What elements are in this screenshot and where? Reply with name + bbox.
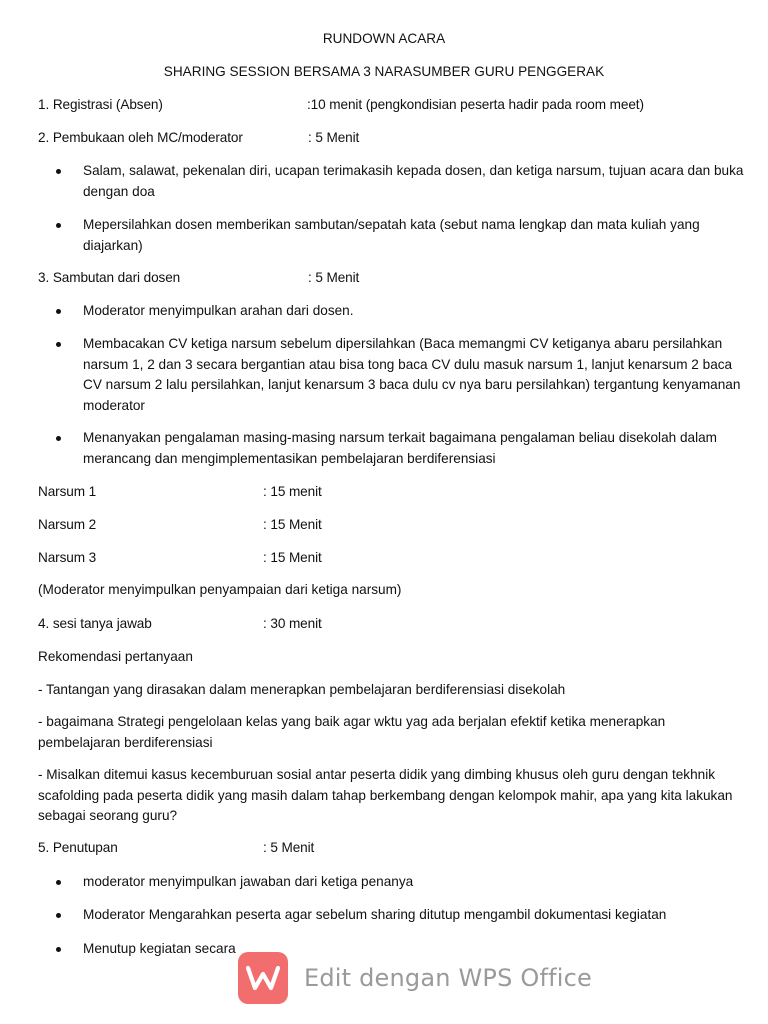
moderator-note: (Moderator menyimpulkan penyampaian dari ketiga narsum) — [38, 582, 402, 597]
list-item: Menutup kegiatan secara — [56, 939, 746, 960]
agenda-duration: : 15 menit — [263, 484, 322, 499]
bullet-icon — [56, 169, 61, 174]
list-item: moderator menyimpulkan jawaban dari ketiga penanya — [56, 872, 746, 893]
question-item: - Tantangan yang dirasakan dalam menerapkan pembelajaran berdiferensiasi disekolah — [38, 682, 566, 697]
wps-logo-icon — [238, 952, 288, 1004]
question-item: - Misalkan ditemui kasus kecemburuan sosial antar peserta didik yang dimbing khusus oleh guru dengan tekhnik scafolding pada peserta didik yang masih dalam tahap berkembang dengan kelompok mahir, apa yang kita lakukan sebagai seorang guru? — [38, 767, 733, 823]
agenda-label: 2. Pembukaan oleh MC/moderator — [38, 130, 243, 145]
bullet-icon — [56, 913, 61, 918]
agenda-duration: : 15 Menit — [263, 550, 322, 565]
bullet-icon — [56, 342, 61, 347]
bullet-icon — [56, 880, 61, 885]
document-title: RUNDOWN ACARA — [322, 31, 446, 46]
list-item: Salam, salawat, pekenalan diri, ucapan terimakasih kepada dosen, dan ketiga narsum, tujuan acara dan buka dengan doa — [56, 161, 746, 202]
question-item: - bagaimana Strategi pengelolaan kelas yang baik agar wktu yag ada berjalan efektif ketika menerapkan pembelajaran berdiferensiasi — [38, 714, 666, 750]
agenda-duration: : 5 Menit — [308, 130, 360, 145]
wps-label: Edit dengan WPS Office — [304, 963, 592, 992]
document-subtitle: SHARING SESSION BERSAMA 3 NARASUMBER GURU PENGGERAK — [163, 64, 605, 79]
bullet-icon — [56, 223, 61, 228]
list-item: Membacakan CV ketiga narsum sebelum dipersilahkan (Baca memangmi CV ketiganya abaru persilahkan narsum 1, 2 dan 3 secara bergantian atau bisa tong baca CV dulu masuk narsum 1, lanjut kenarsum 2 baca CV narsum 2 lalu persilahkan, lanjut kenarsum 3 baca dulu cv nya baru persilahkan) tergantung kenyamanan moderator — [56, 334, 746, 416]
bullet-icon — [56, 947, 61, 952]
agenda-label: 1. Registrasi (Absen) — [38, 97, 163, 112]
bullet-icon — [56, 309, 61, 314]
agenda-duration: :10 menit (pengkondisian peserta hadir pada room meet) — [307, 97, 644, 112]
agenda-label: 3. Sambutan dari dosen — [38, 270, 181, 285]
agenda-duration: : 30 menit — [263, 616, 322, 631]
list-item: Moderator menyimpulkan arahan dari dosen. — [56, 301, 746, 322]
agenda-label: Narsum 2 — [38, 517, 97, 532]
rekomendasi-heading: Rekomendasi pertanyaan — [38, 649, 193, 664]
list-item: Moderator Mengarahkan peserta agar sebelum sharing ditutup mengambil dokumentasi kegiatan — [56, 905, 746, 926]
list-item: Menanyakan pengalaman masing-masing narsum terkait bagaimana pengalaman beliau disekolah dalam merancang dan mengimplementasikan pembelajaran berdiferensiasi — [56, 428, 746, 469]
agenda-duration: : 5 Menit — [263, 840, 315, 855]
agenda-label: Narsum 3 — [38, 550, 97, 565]
list-item: Mepersilahkan dosen memberikan sambutan/sepatah kata (sebut nama lengkap dan mata kuliah yang diajarkan) — [56, 215, 746, 256]
agenda-label: 5. Penutupan — [38, 840, 118, 855]
agenda-duration: : 15 Menit — [263, 517, 322, 532]
agenda-label: Narsum 1 — [38, 484, 97, 499]
edit-with-wps-button[interactable] — [238, 951, 592, 1005]
agenda-label: 4. sesi tanya jawab — [38, 616, 152, 631]
agenda-duration: : 5 Menit — [308, 270, 360, 285]
bullet-icon — [56, 436, 61, 441]
